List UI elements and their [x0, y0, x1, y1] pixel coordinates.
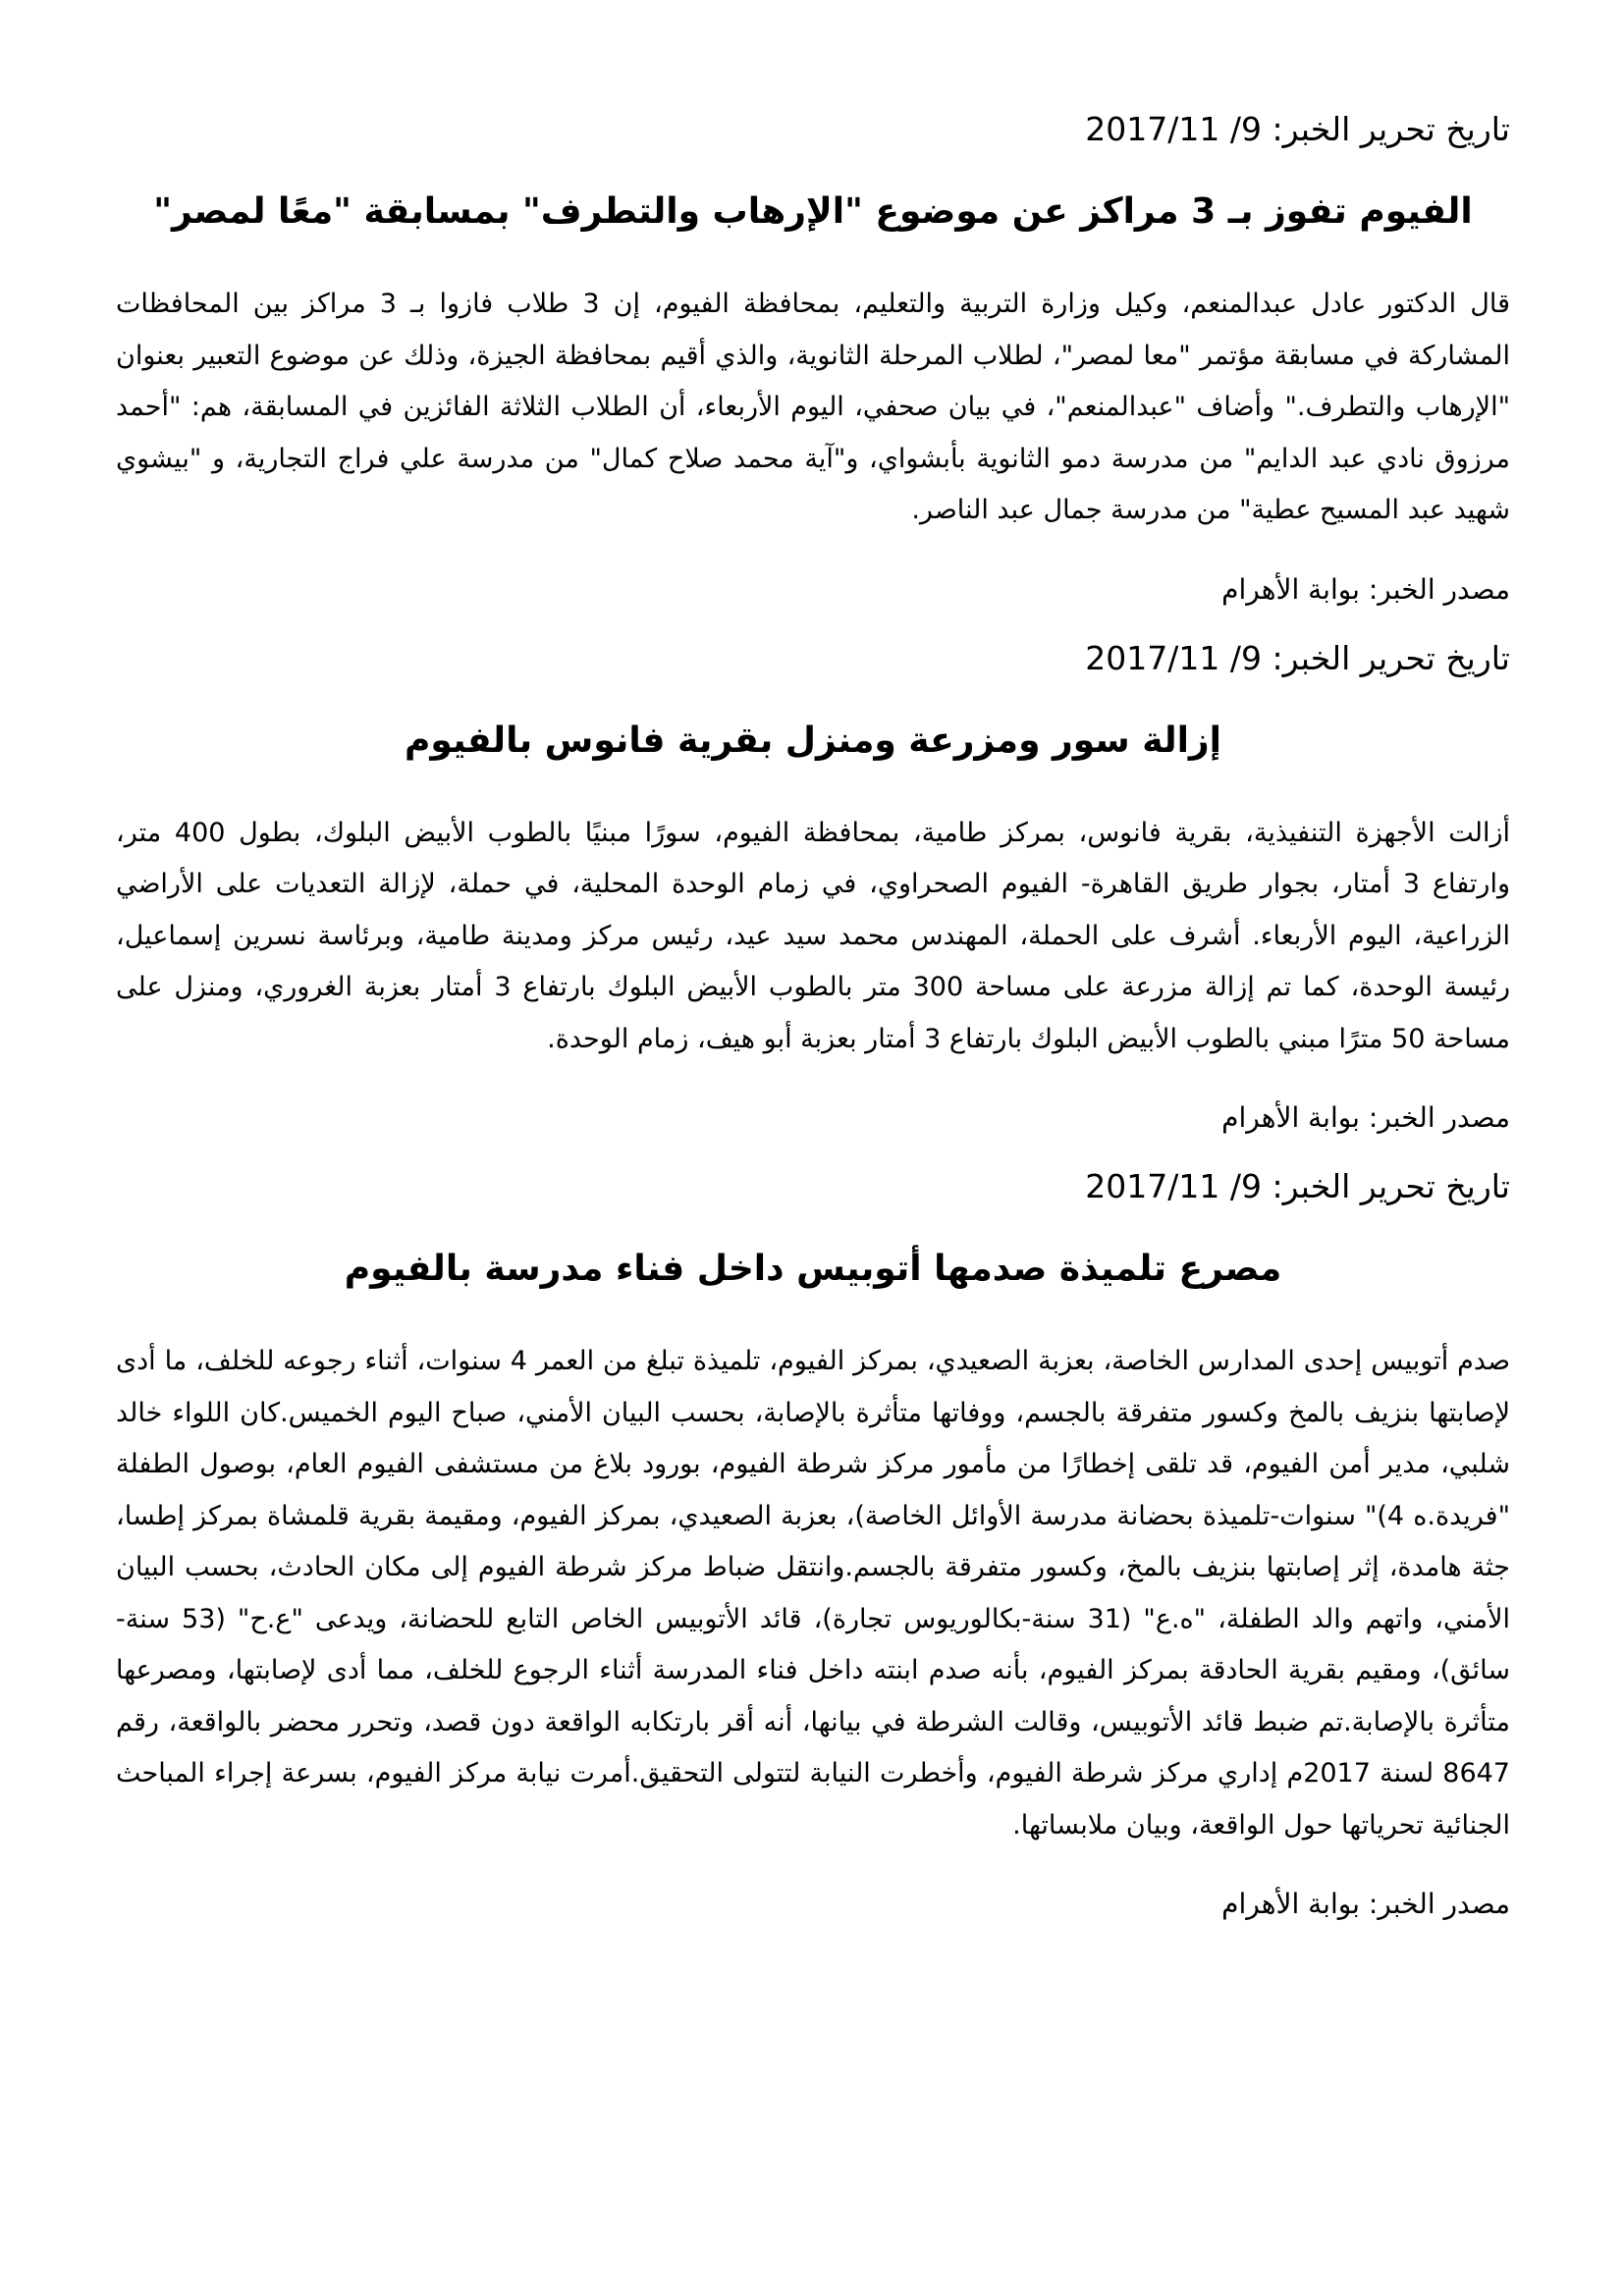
- news-article: [116, 110, 1510, 610]
- news-article: [116, 639, 1510, 1139]
- article-date: تاريخ تحرير الخبر: 9/ 2017/11: [1085, 638, 1510, 677]
- article-source: مصدر الخبر: بوابة الأهرام: [1221, 1101, 1510, 1134]
- news-article: [116, 1167, 1510, 1924]
- article-date: تاريخ تحرير الخبر: 9/ 2017/11: [1085, 1167, 1510, 1205]
- article-body: قال الدكتور عادل عبدالمنعم، وكيل وزارة التربية والتعليم، بمحافظة الفيوم، إن 3 طلاب فازوا بـ 3 مراكز بين المحافظات المشاركة في مسابقة مؤتمر "معا لمصر"، لطلاب المرحلة الثانوية، والذي أقيم بمحافظة الجيزة، وذلك عن موضوع التعبير بعنوان "الإرهاب والتطرف." وأضاف "عبدالمنعم"، في بيان صحفي، اليوم الأربعاء، أن الطلاب الثلاثة الفائزين في المسابقة، هم: "أحمد مرزوق نادي عبد الدايم" من مدرسة دمو الثانوية بأبشواي، و"آية محمد صلاح كمال" من مدرسة علي فراج التجارية، و "بيشوي شهيد عبد المسيح عطية" من مدرسة جمال عبد الناصر.: [116, 289, 1510, 525]
- document-page: [116, 110, 1510, 1953]
- article-body: أزالت الأجهزة التنفيذية، بقرية فانوس، بمركز طامية، بمحافظة الفيوم، سورًا مبنيًا بالطوب الأبيض البلوك، بطول 400 متر، وارتفاع 3 أمتار، بجوار طريق القاهرة- الفيوم الصحراوي، في زمام الوحدة المحلية، في حملة، لإزالة التعديات على الأراضي الزراعية، اليوم الأربعاء. أشرف على الحملة، المهندس محمد سيد عيد، رئيس مركز ومدينة طامية، وبرئاسة نسرين إسماعيل، رئيسة الوحدة، كما تم إزالة مزرعة على مساحة 300 متر بالطوب الأبيض البلوك بارتفاع 3 أمتار بعزبة الغروري، ومنزل على مساحة 50 مترًا مبني بالطوب الأبيض البلوك بارتفاع 3 أمتار بعزبة أبو هيف، زمام الوحدة.: [116, 817, 1511, 1054]
- article-headline: مصرع تلميذة صدمها أتوبيس داخل فناء مدرسة بالفيوم: [344, 1249, 1282, 1289]
- article-headline: إزالة سور ومزرعة ومنزل بقرية فانوس بالفيوم: [405, 720, 1221, 761]
- article-headline: الفيوم تفوز بـ 3 مراكز عن موضوع "الإرهاب والتطرف" بمسابقة "معًا لمصر": [153, 191, 1473, 232]
- article-body: صدم أتوبيس إحدى المدارس الخاصة، بعزبة الصعيدي، بمركز الفيوم، تلميذة تبلغ من العمر 4 سنوات، أثناء رجوعه للخلف، ما أدى لإصابتها بنزيف بالمخ وكسور متفرقة بالجسم، ووفاتها متأثرة بالإصابة، بحسب البيان الأمني، صباح اليوم الخميس.كان اللواء خالد شلبي، مدير أمن الفيوم، قد تلقى إخطارًا من مأمور مركز شرطة الفيوم، بورود بلاغ من مستشفى الفيوم العام، بوصول الطفلة "فريدة.ه 4)" سنوات-تلميذة بحضانة مدرسة الأوائل الخاصة)، بعزبة الصعيدي، بمركز الفيوم، ومقيمة بقرية قلمشاة بمركز إطسا، جثة هامدة، إثر إصابتها بنزيف بالمخ، وكسور متفرقة بالجسم.وانتقل ضباط مركز شرطة الفيوم إلى مكان الحادث، بحسب البيان الأمني، واتهم والد الطفلة، "ه.ع" (31 سنة-بكالوريوس تجارة)، قائد الأتوبيس الخاص التابع للحضانة، ويدعى "ع.ح" (53 سنة-سائق)، ومقيم بقرية الحادقة بمركز الفيوم، بأنه صدم ابنته داخل فناء المدرسة أثناء الرجوع للخلف، مما أدى لإصابتها، ومصرعها متأثرة بالإصابة.تم ضبط قائد الأتوبيس، وقالت الشرطة في بيانها، أنه أقر بارتكابه الواقعة دون قصد، وتحرر محضر بالواقعة، رقم 8647 لسنة 2017م إداري مركز شرطة الفيوم، وأخطرت النيابة لتتولى التحقيق.أمرت نيابة مركز الفيوم، بسرعة إجراء المباحث الجنائية تحرياتها حول الواقعة، وبيان ملابساتها.: [116, 1346, 1510, 1841]
- article-source: مصدر الخبر: بوابة الأهرام: [1221, 572, 1510, 606]
- article-source: مصدر الخبر: بوابة الأهرام: [1221, 1888, 1510, 1920]
- article-date: تاريخ تحرير الخبر: 9/ 2017/11: [1085, 110, 1510, 148]
